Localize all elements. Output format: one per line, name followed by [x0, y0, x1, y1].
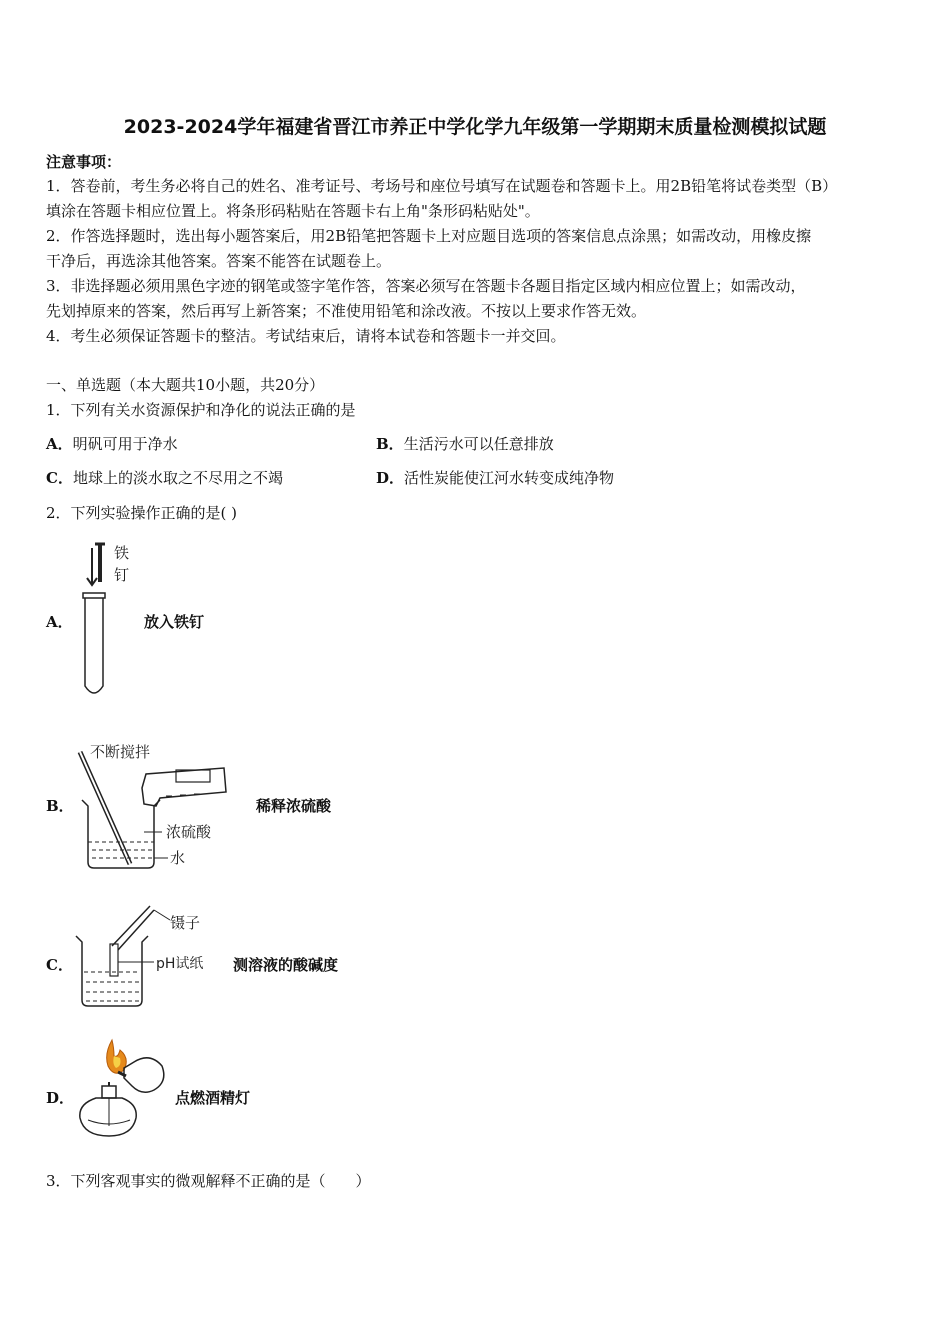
q1-option-a	[46, 433, 178, 455]
option-letter: B．	[376, 435, 404, 453]
option-letter: D．	[376, 469, 405, 487]
test-tube-iron-nail-figure	[76, 538, 136, 702]
option-letter: C．	[46, 469, 73, 487]
notice-line: 3．非选择题必须用黑色字迹的钢笔或签字笔作答，答案必须写在答题卡各题目指定区域内相应位置上；如需改动，	[46, 277, 806, 295]
notice-heading: 注意事项：	[46, 153, 122, 171]
figure-label: 不断搅拌	[90, 743, 151, 761]
notice-line: 4．考生必须保证答题卡的整洁。考试结束后，请将本试卷和答题卡一并交回。	[46, 327, 566, 345]
q1-option-b	[376, 433, 554, 455]
figure-label: 水	[170, 849, 186, 867]
alcohol-lamp-figure	[74, 1038, 170, 1142]
notice-line: 填涂在答题卡相应位置上。将条形码粘贴在答题卡右上角"条形码粘贴处"。	[46, 202, 540, 220]
figure-label: pH试纸	[156, 956, 204, 972]
q2-option-d-text: 点燃酒精灯	[175, 1089, 251, 1107]
q2-option-d-letter: D．	[46, 1089, 75, 1107]
figure-label: 钉	[114, 566, 130, 584]
notice-line: 先划掉原来的答案，然后再写上新答案；不准使用铅笔和涂改液。不按以上要求作答无效。	[46, 302, 647, 320]
dilute-sulfuric-acid-figure	[74, 740, 234, 872]
notice-line: 1．答卷前，考生务必将自己的姓名、准考证号、考场号和座位号填写在试题卷和答题卡上。用2B铅笔将试卷类型（B）	[46, 177, 838, 195]
q2-option-b-text: 稀释浓硫酸	[256, 797, 332, 815]
option-text: 明矾可用于净水	[72, 435, 178, 453]
q2-option-c-text: 测溶液的酸碱度	[233, 956, 339, 974]
q2-option-a-text: 放入铁钉	[144, 613, 205, 631]
figure-label: 镊子	[170, 914, 201, 932]
option-text: 活性炭能使江河水转变成纯净物	[404, 469, 615, 487]
question-1-stem: 1．下列有关水资源保护和净化的说法正确的是	[46, 401, 356, 419]
q1-option-c	[46, 467, 283, 489]
q2-option-b-letter: B．	[46, 797, 74, 815]
figure-label: 铁	[114, 544, 130, 562]
page-title: 2023-2024学年福建省晋江市养正中学化学九年级第一学期期末质量检测模拟试题	[123, 116, 827, 138]
option-text: 生活污水可以任意排放	[403, 435, 554, 453]
section-heading: 一、单选题（本大题共10小题，共20分）	[46, 376, 325, 394]
question-2-stem: 2．下列实验操作正确的是( )	[46, 504, 238, 522]
q2-option-a-letter: A．	[46, 613, 73, 631]
notice-line: 干净后，再选涂其他答案。答案不能答在试题卷上。	[46, 252, 392, 270]
figure-label: 浓硫酸	[166, 823, 212, 841]
option-letter: A．	[46, 435, 73, 453]
q2-option-c-letter: C．	[46, 956, 73, 974]
option-text: 地球上的淡水取之不尽用之不竭	[72, 469, 283, 487]
ph-test-paper-figure	[74, 900, 224, 1012]
notice-line: 2．作答选择题时，选出每小题答案后，用2B铅笔把答题卡上对应题目选项的答案信息点涂黑；如需改动，用橡皮擦	[46, 227, 812, 245]
question-3-stem: 3．下列客观事实的微观解释不正确的是（ ）	[46, 1172, 371, 1190]
q1-option-d	[376, 467, 614, 489]
